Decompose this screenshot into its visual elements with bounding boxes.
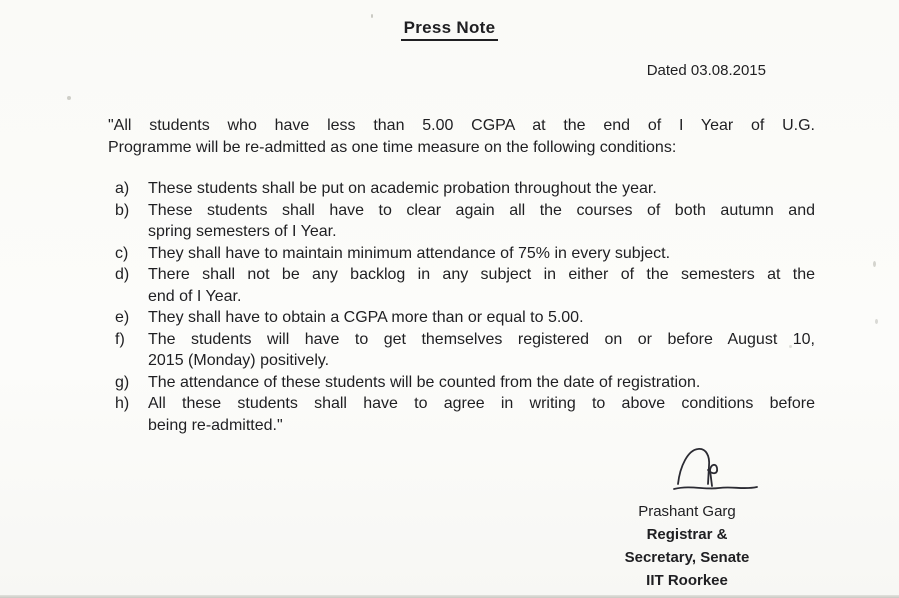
list-item-text bbox=[148, 200, 815, 243]
list-item bbox=[115, 264, 815, 307]
text-line: These students shall be put on academic probation throughout the year. bbox=[148, 180, 657, 197]
list-item bbox=[115, 243, 815, 265]
list-item-text bbox=[148, 307, 815, 329]
text-line: The students will have to get themselves registered on or before August 10, bbox=[148, 330, 815, 348]
list-item-label: c) bbox=[115, 244, 129, 262]
list-item-text bbox=[148, 329, 815, 372]
text-line: The attendance of these students will be counted from the date of registration. bbox=[148, 373, 701, 391]
list-item-label: f) bbox=[115, 330, 125, 348]
scan-speck bbox=[67, 96, 71, 100]
signatory-title-line: IIT Roorkee bbox=[646, 572, 728, 589]
scan-speck bbox=[371, 14, 373, 18]
signature-icon bbox=[671, 444, 763, 496]
list-item-label: d) bbox=[115, 266, 130, 283]
title-row bbox=[0, 0, 899, 41]
text-line: end of I Year. bbox=[148, 287, 242, 305]
list-item-text bbox=[148, 264, 815, 307]
signatory-name: Prashant Garg bbox=[638, 503, 736, 520]
text-line: These students shall have to clear again all the courses of both autumn and bbox=[148, 201, 815, 219]
text-line: They shall have to maintain minimum attendance of 75% in every subject. bbox=[148, 244, 671, 262]
list-item-text bbox=[148, 178, 815, 200]
conditions-list bbox=[115, 178, 815, 436]
list-item-text bbox=[148, 243, 815, 265]
list-item-label: e) bbox=[115, 309, 130, 326]
list-item bbox=[115, 372, 815, 394]
list-item-text bbox=[148, 372, 815, 394]
scan-speck bbox=[875, 319, 878, 324]
page-title: Press Note bbox=[401, 18, 499, 41]
list-item bbox=[115, 178, 815, 200]
text-line: They shall have to obtain a CGPA more than or equal to 5.00. bbox=[148, 309, 584, 326]
list-item bbox=[115, 307, 815, 329]
text-line: spring semesters of I Year. bbox=[148, 223, 337, 240]
text-line: All these students shall have to agree in writing to above conditions before bbox=[148, 395, 815, 412]
intro-line: Programme will be re-admitted as one time measure on the following conditions: bbox=[108, 138, 677, 156]
list-item bbox=[115, 200, 815, 243]
signatory-title-line: Registrar & bbox=[646, 526, 728, 543]
signatory-title-line: Secretary, Senate bbox=[624, 549, 750, 566]
text-line: 2015 (Monday) positively. bbox=[148, 352, 330, 369]
list-item bbox=[115, 393, 815, 436]
signature-block bbox=[587, 444, 787, 592]
date-line: Dated 03.08.2015 bbox=[646, 62, 766, 79]
text-line: being re-admitted." bbox=[148, 416, 283, 434]
list-item-label: g) bbox=[115, 373, 130, 391]
list-item-label: h) bbox=[115, 395, 130, 412]
list-item-text bbox=[148, 393, 815, 436]
list-item-label: b) bbox=[115, 201, 130, 219]
list-item bbox=[115, 329, 815, 372]
list-item-label: a) bbox=[115, 180, 130, 197]
scan-speck bbox=[873, 261, 876, 267]
intro-line: "All students who have less than 5.00 CGPA at the end of I Year of U.G. bbox=[108, 117, 815, 134]
text-line: There shall not be any backlog in any subject in either of the semesters at the bbox=[148, 266, 815, 283]
scan-speck bbox=[789, 345, 792, 348]
intro-paragraph bbox=[108, 115, 815, 158]
